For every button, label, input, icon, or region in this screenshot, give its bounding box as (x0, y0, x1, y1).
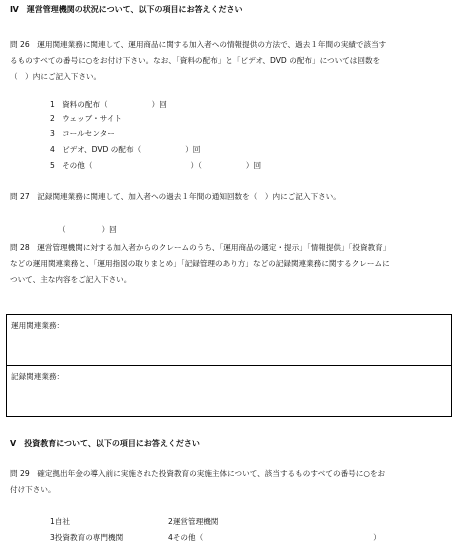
q27-text: 問 27 記録関連業務に関連して、加入者への過去１年間の通知回数を（ ）内にご記入下さい。 (10, 192, 341, 201)
option-number: 4 (50, 145, 55, 154)
q26-text-line3: （ ）内にご記入下さい。 (10, 72, 102, 81)
q28-text-line3: ついて、主な内容をご記入下さい。 (10, 275, 132, 284)
q28-answer-table (6, 314, 452, 417)
recordkeeping-complaints-label: 記録関連業務： (11, 372, 65, 381)
option-label: その他（ (62, 161, 93, 170)
q26-option-4[interactable] (50, 143, 200, 156)
q26-text-line2: るものすべての番号に○をお付け下さい。なお、「資料の配布」と「ビデオ、DVD の配布」については回数を (10, 56, 381, 65)
operations-complaints-label: 運用関連業務： (11, 321, 65, 330)
option-suffix: ）回 (245, 161, 262, 170)
option-number: 4 (168, 533, 173, 542)
option-label: 投資教育の専門機関 (54, 533, 124, 542)
paren-close: ）回 (101, 225, 117, 234)
section-5-title: Ⅴ 投資教育について、以下の項目にお答えください (10, 439, 200, 448)
q27-answer[interactable] (58, 223, 117, 236)
option-number: 2 (50, 114, 55, 123)
option-number: 5 (50, 161, 55, 170)
q29-text-line2: 付け下さい。 (10, 485, 56, 494)
option-number: 1 (50, 517, 55, 526)
q26-option-2[interactable] (50, 112, 122, 125)
option-suffix: ）回 (151, 100, 167, 109)
paren-close: ） (373, 533, 381, 542)
option-label: ウェッブ・サイト (62, 114, 123, 123)
option-suffix: ）回 (185, 145, 201, 154)
option-label: 運営管理機関 (172, 517, 219, 526)
option-label: 自社 (54, 517, 71, 526)
q28-text-line1: 問 28 運営管理機関に対する加入者からのクレームのうち、「運用商品の選定・提示」「情報提供」「投資教育」 (10, 243, 391, 252)
q29-option-1[interactable] (50, 515, 70, 528)
option-number: 2 (168, 517, 173, 526)
option-number: 1 (50, 100, 55, 109)
q26-option-3[interactable] (50, 127, 115, 140)
q29-option-3[interactable] (50, 531, 123, 544)
q28-text-line2: などの運用関連業務と、「運用指図の取りまとめ」「記録管理のあり方」などの記録関連業務に関するクレームに (10, 259, 390, 268)
q26-text-line1: 問 26 運用関連業務に関連して、運用商品に関する加入者への情報提供の方法で、過去１年間の実績で該当す (10, 40, 387, 49)
option-label: 資料の配布（ (62, 100, 108, 109)
option-number: 3 (50, 533, 55, 542)
section-4-title: Ⅳ 運営管理機関の状況について、以下の項目にお答えください (10, 5, 243, 14)
recordkeeping-complaints-field[interactable] (7, 366, 451, 416)
operations-complaints-field[interactable] (7, 315, 451, 365)
option-label: コールセンター (62, 129, 115, 138)
paren-open: （ (58, 225, 66, 234)
option-label: その他（ (172, 533, 204, 542)
q26-option-5[interactable] (50, 159, 261, 172)
option-label: ビデオ、DVD の配布（ (62, 145, 142, 154)
q29-text-line1: 問 29 確定拠出年金の導入前に実施された投資教育の実施主体について、該当するものすべての番号に○をお (10, 469, 386, 478)
q26-option-1[interactable] (50, 98, 167, 111)
q29-option-2[interactable] (168, 515, 218, 528)
q29-option-4[interactable] (168, 531, 381, 544)
option-mid: ）（ (190, 161, 202, 170)
option-number: 3 (50, 129, 55, 138)
